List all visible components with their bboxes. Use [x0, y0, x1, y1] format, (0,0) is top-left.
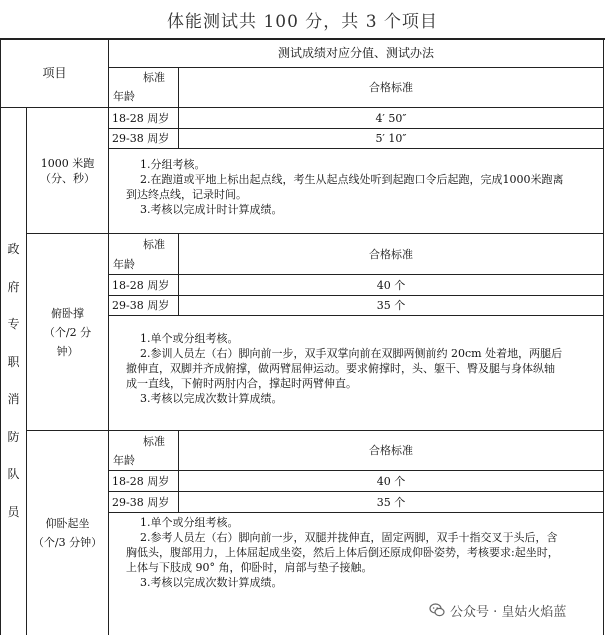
section-situp-name — [27, 431, 108, 635]
watermark-text: 公众号 · 皇姑火焰蓝 — [450, 604, 567, 620]
method-line: 3.考核以完成计时计算成绩。 — [140, 203, 283, 216]
row-value: 40 个 — [376, 474, 406, 488]
group-char: 政 — [7, 242, 20, 256]
row-age: 29-38 周岁 — [112, 496, 170, 509]
method-line: 3.考核以完成次数计算成绩。 — [140, 576, 283, 589]
method-line: 1.分组考核。 — [140, 158, 206, 171]
scoring-header: 测试成绩对应分值、测试办法 — [277, 46, 434, 60]
section-1000m-name — [27, 108, 108, 233]
section-name-line: 1000 米跑 — [40, 156, 95, 170]
method-line: 3.考核以完成次数计算成绩。 — [140, 392, 283, 405]
row-value: 5′ 10″ — [375, 132, 407, 145]
group-char: 防 — [7, 429, 20, 444]
header-std-label: 标准 — [143, 71, 165, 84]
section-pushup-name — [27, 234, 108, 430]
section-name-line: 仰卧起坐 — [45, 517, 90, 530]
table-title: 体能测试共 100 分，共 3 个项目 — [167, 11, 438, 32]
row-age: 29-38 周岁 — [112, 132, 170, 145]
section-name-line: 俯卧撑 — [51, 306, 84, 320]
row-value: 35 个 — [376, 299, 406, 312]
group-char: 队 — [7, 467, 20, 482]
section-name-line: （个/2 分 — [43, 325, 92, 339]
method-line: 2.在跑道或平地上标出起点线，考生从起点线处听到起跑口令后起跑，完成1000米跑离 — [140, 173, 564, 186]
section-name-line: （分、秒） — [40, 171, 95, 185]
age-label: 年龄 — [113, 454, 135, 467]
method-line: 成一直线，下俯时两肘内合，撑起时两臂伸直。 — [126, 377, 357, 390]
header-age-label: 年龄 — [113, 90, 135, 103]
method-line: 上体与下肢成 90° 角，仰卧时，肩部与垫子接触。 — [126, 561, 373, 574]
method-line: 1.单个或分组考核。 — [140, 332, 239, 345]
method-line: 2.参训人员左（右）脚向前一步，双手双掌向前在双脚两侧前约 20cm 处着地，两腿后 — [140, 347, 563, 360]
row-age: 18-28 周岁 — [112, 279, 170, 292]
std-label: 标准 — [143, 435, 165, 448]
row-value: 4′ 50″ — [375, 111, 407, 125]
group-char: 专 — [7, 317, 20, 332]
project-header: 项目 — [42, 66, 67, 80]
group-char: 员 — [7, 504, 20, 519]
method-line: 到达终点线，记录时间。 — [126, 188, 247, 201]
method-line: 2.参考人员左（右）脚向前一步，双腿并拢伸直，固定两脚，双手十指交叉于头后，含 — [140, 531, 558, 544]
row-age: 18-28 周岁 — [112, 112, 170, 125]
group-char: 府 — [7, 279, 20, 294]
group-char: 消 — [7, 392, 20, 407]
age-label: 年龄 — [113, 258, 135, 271]
pass-label: 合格标准 — [369, 247, 413, 261]
section-name-line: （个/3 分钟） — [32, 536, 103, 549]
watermark — [425, 600, 570, 620]
method-line: 撤伸直，双脚并齐成俯撑，做两臂屈伸运动。要求俯撑时，头、躯干、臀及腿与身体纵轴 — [126, 362, 555, 375]
std-label: 标准 — [143, 238, 165, 251]
method-line: 胸低头，腹部用力，上体屈起成坐姿，然后上体后倒还原成仰卧姿势，考核要求:起坐时， — [126, 546, 559, 559]
row-age: 18-28 周岁 — [112, 475, 170, 488]
section-method — [126, 515, 602, 590]
group-label — [1, 240, 26, 520]
row-value: 35 个 — [376, 495, 406, 509]
pass-label: 合格标准 — [369, 444, 413, 457]
wechat-icon — [429, 602, 445, 618]
row-age: 29-38 周岁 — [112, 299, 170, 312]
method-line: 1.单个或分组考核。 — [140, 516, 239, 529]
section-method — [126, 157, 602, 217]
row-value: 40 个 — [376, 278, 406, 292]
section-method — [126, 331, 602, 406]
header-pass-label: 合格标准 — [369, 81, 413, 94]
group-char: 职 — [7, 354, 20, 369]
section-name-line: 钟） — [56, 344, 79, 358]
